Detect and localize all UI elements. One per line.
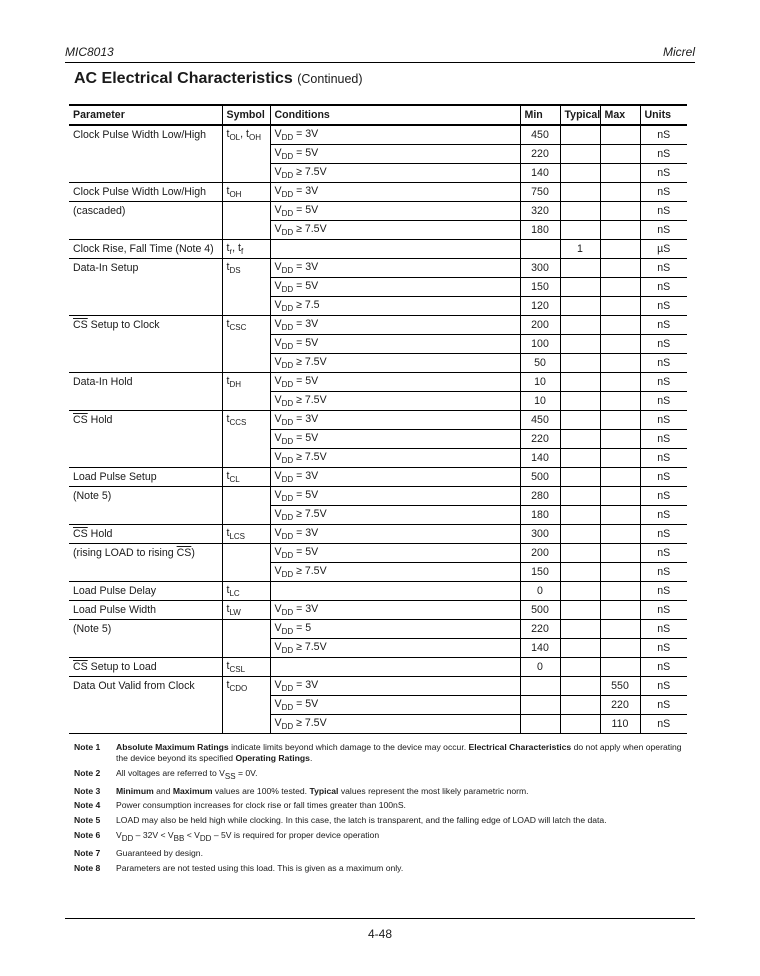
cell-symbol: [222, 164, 270, 183]
cell-typical: [560, 164, 600, 183]
notes-section: [74, 742, 694, 877]
table-row: [69, 297, 687, 316]
cell-parameter: (cascaded): [69, 202, 222, 221]
cell-conditions: $V_{DD} \ge 7.5V$: [270, 449, 520, 468]
cell-conditions: $V_{DD} \ge 7.5V$: [270, 392, 520, 411]
cell-parameter: Load Pulse Setup: [69, 468, 222, 487]
cell-units: nS: [640, 449, 687, 468]
cell-units: nS: [640, 506, 687, 525]
table-body: [69, 125, 687, 734]
cell-conditions: $V_{DD} = 3V$: [270, 677, 520, 696]
cell-symbol: [222, 620, 270, 639]
cell-typical: [560, 487, 600, 506]
cell-min: [520, 677, 560, 696]
cell-units: nS: [640, 125, 687, 145]
cell-symbol: $t_{DS}$: [222, 259, 270, 278]
page-number: 4-48: [367, 927, 393, 941]
note-label: Note 4: [74, 800, 101, 811]
col-header-max: Max: [600, 105, 640, 125]
cell-typical: [560, 468, 600, 487]
cell-units: µS: [640, 240, 687, 259]
cell-units: nS: [640, 297, 687, 316]
cell-symbol: $t_{LCS}$: [222, 525, 270, 544]
cell-parameter: [69, 164, 222, 183]
note-text: LOAD may also be held high while clocking. In this case, the latch is transparent, and the falling edge of LOAD will latch the data.: [116, 815, 607, 826]
col-header-symbol: Symbol: [222, 105, 270, 125]
table-row: [69, 715, 687, 734]
table-row: [69, 373, 687, 392]
cell-units: nS: [640, 620, 687, 639]
cell-parameter: [69, 639, 222, 658]
cell-max: [600, 525, 640, 544]
cell-max: [600, 297, 640, 316]
cell-max: [600, 411, 640, 430]
cell-conditions: $V_{DD} = 5V$: [270, 696, 520, 715]
cell-typical: [560, 259, 600, 278]
cell-symbol: $t_{OH}$: [222, 183, 270, 202]
cell-units: nS: [640, 658, 687, 677]
cell-parameter: Clock Pulse Width Low/High: [73, 129, 207, 142]
cell-units: nS: [640, 582, 687, 601]
cell-symbol: $t_{OL}$, $t_{OH}$: [222, 125, 270, 145]
cell-typical: [560, 506, 600, 525]
cell-conditions: $V_{DD} = 3V$: [270, 125, 520, 145]
cell-typical: [560, 221, 600, 240]
cell-min: 0: [520, 582, 560, 601]
cell-conditions: $V_{DD} = 3V$: [270, 259, 520, 278]
cell-typical: [560, 677, 600, 696]
cell-conditions: $V_{DD} = 5V$: [270, 278, 520, 297]
cell-max: [600, 639, 640, 658]
note-item: [74, 800, 694, 811]
cell-conditions: $V_{DD} = 5V$: [270, 335, 520, 354]
cell-min: 150: [520, 278, 560, 297]
cell-conditions: $V_{DD} \ge 7.5V$: [270, 354, 520, 373]
note-item: [74, 863, 694, 874]
cell-parameter: $\overline{CS}$ Setup to Clock: [69, 316, 222, 335]
cell-parameter: Clock Pulse Width Low/High: [69, 183, 222, 202]
cell-typical: [560, 297, 600, 316]
table-row: [69, 335, 687, 354]
cell-typical: [560, 525, 600, 544]
cell-conditions: $V_{DD} \ge 7.5V$: [270, 715, 520, 734]
cell-max: [600, 582, 640, 601]
table-row: [69, 468, 687, 487]
cell-typical: [560, 411, 600, 430]
cell-symbol: [222, 335, 270, 354]
section-title-continued: (Continued): [297, 72, 363, 86]
col-header-typical: Typical: [560, 105, 600, 125]
cell-max: 550: [600, 677, 640, 696]
table-row: [69, 620, 687, 639]
cell-parameter: [69, 297, 222, 316]
cell-symbol: [222, 715, 270, 734]
cell-max: 110: [600, 715, 640, 734]
note-label: Note 2: [74, 767, 101, 778]
header-company: Micrel: [663, 45, 695, 59]
cell-max: 220: [600, 696, 640, 715]
cell-parameter: [69, 145, 222, 164]
cell-typical: [560, 183, 600, 202]
table-row: [69, 506, 687, 525]
table-row: [69, 677, 687, 696]
section-title: [74, 70, 363, 88]
cell-max: [600, 658, 640, 677]
note-label: Note 5: [74, 815, 101, 826]
cell-min: 500: [520, 468, 560, 487]
cell-symbol: [222, 354, 270, 373]
cell-conditions: $V_{DD} = 5V$: [270, 544, 520, 563]
cell-symbol: $t_{CSL}$: [222, 658, 270, 677]
cell-typical: [560, 658, 600, 677]
cell-min: 500: [520, 601, 560, 620]
cell-units: nS: [640, 392, 687, 411]
note-label: Note 1: [74, 742, 101, 752]
table-row: [69, 525, 687, 544]
cell-symbol: $t_{LW}$: [222, 601, 270, 620]
cell-parameter: $\overline{CS}$ Setup to Load: [69, 658, 222, 677]
table-header-row: [69, 105, 687, 125]
cell-max: [600, 316, 640, 335]
cell-min: 220: [520, 145, 560, 164]
cell-max: [600, 620, 640, 639]
cell-min: 300: [520, 525, 560, 544]
table-row: [69, 278, 687, 297]
cell-parameter: [69, 506, 222, 525]
table-row: [69, 696, 687, 715]
cell-symbol: [222, 297, 270, 316]
cell-typical: [560, 125, 600, 145]
cell-units: nS: [640, 316, 687, 335]
cell-typical: [560, 430, 600, 449]
cell-units: nS: [640, 373, 687, 392]
cell-min: 200: [520, 544, 560, 563]
cell-units: nS: [640, 696, 687, 715]
cell-parameter: Data Out Valid from Clock: [69, 677, 222, 696]
cell-symbol: [222, 544, 270, 563]
cell-min: 280: [520, 487, 560, 506]
cell-min: 180: [520, 506, 560, 525]
cell-parameter: [69, 221, 222, 240]
cell-symbol: $t_{CDO}$: [222, 677, 270, 696]
note-text: All voltages are referred to $V_{SS} = 0V$.: [116, 767, 258, 781]
cell-symbol: [222, 392, 270, 411]
cell-units: nS: [640, 411, 687, 430]
cell-min: 0: [520, 658, 560, 677]
table-row: [69, 658, 687, 677]
cell-units: nS: [640, 430, 687, 449]
table-row: [69, 449, 687, 468]
cell-symbol: [222, 278, 270, 297]
cell-max: [600, 240, 640, 259]
cell-min: 50: [520, 354, 560, 373]
cell-symbol: $t_r$, $t_f$: [222, 240, 270, 259]
cell-symbol: [222, 430, 270, 449]
cell-typical: [560, 373, 600, 392]
cell-symbol: [222, 563, 270, 582]
cell-parameter: [69, 430, 222, 449]
cell-min: 120: [520, 297, 560, 316]
cell-parameter: (rising LOAD to rising $\overline{CS}$): [69, 544, 222, 563]
table-row: [69, 183, 687, 202]
cell-min: 140: [520, 449, 560, 468]
note-text: Absolute Maximum Ratings indicate limits beyond which damage to the device may occur. Electrical Characteristics do not apply when operating the device beyond its specified Operating Ratings.: [116, 742, 682, 763]
cell-conditions: $V_{DD} = 3V$: [270, 411, 520, 430]
cell-min: 320: [520, 202, 560, 221]
note-text: Minimum and Maximum values are 100% tested. Typical values represent the most likely parametric norm.: [116, 785, 529, 796]
cell-symbol: [222, 221, 270, 240]
cell-conditions: $V_{DD} \ge 7.5$: [270, 297, 520, 316]
section-title-main: AC Electrical Characteristics: [74, 70, 293, 87]
cell-conditions: $V_{DD} = 3V$: [270, 316, 520, 335]
table-row: [69, 221, 687, 240]
cell-units: nS: [640, 468, 687, 487]
cell-max: [600, 183, 640, 202]
cell-parameter: [69, 354, 222, 373]
cell-typical: [560, 639, 600, 658]
table-row: [69, 601, 687, 620]
cell-min: 140: [520, 164, 560, 183]
cell-parameter: Data-In Hold: [69, 373, 222, 392]
note-item: [74, 786, 694, 797]
cell-max: [600, 449, 640, 468]
table-row: [69, 411, 687, 430]
cell-symbol: [222, 202, 270, 221]
table-row: [69, 259, 687, 278]
cell-max: [600, 145, 640, 164]
cell-min: 10: [520, 392, 560, 411]
cell-units: nS: [640, 677, 687, 696]
cell-max: [600, 335, 640, 354]
footer-rule: [65, 918, 695, 919]
cell-units: nS: [640, 259, 687, 278]
cell-min: 300: [520, 259, 560, 278]
cell-max: [600, 259, 640, 278]
cell-parameter: [69, 278, 222, 297]
note-label: Note 3: [74, 785, 101, 796]
cell-symbol: [222, 449, 270, 468]
note-label: Note 6: [74, 829, 101, 840]
cell-conditions: $V_{DD} = 3V$: [270, 183, 520, 202]
cell-min: [520, 715, 560, 734]
cell-conditions: $V_{DD} = 5V$: [270, 145, 520, 164]
note-item: [74, 742, 694, 764]
cell-typical: [560, 544, 600, 563]
cell-units: nS: [640, 639, 687, 658]
cell-conditions: $V_{DD} \ge 7.5V$: [270, 164, 520, 183]
cell-parameter: [69, 449, 222, 468]
cell-units: nS: [640, 563, 687, 582]
cell-conditions: $V_{DD} = 5V$: [270, 487, 520, 506]
cell-conditions: $V_{DD} \ge 7.5V$: [270, 506, 520, 525]
cell-units: nS: [640, 601, 687, 620]
note-item: [74, 830, 694, 844]
col-header-min: Min: [520, 105, 560, 125]
table-row: [69, 145, 687, 164]
cell-conditions: $V_{DD} = 3V$: [270, 601, 520, 620]
cell-min: [520, 696, 560, 715]
note-item: [74, 848, 694, 859]
cell-conditions: [270, 240, 520, 259]
table-row: [69, 563, 687, 582]
cell-max: [600, 221, 640, 240]
cell-max: [600, 563, 640, 582]
cell-symbol: [222, 696, 270, 715]
cell-conditions: $V_{DD} \ge 7.5V$: [270, 639, 520, 658]
cell-symbol: [222, 487, 270, 506]
cell-symbol: $t_{LC}$: [222, 582, 270, 601]
cell-min: 180: [520, 221, 560, 240]
cell-max: [600, 544, 640, 563]
note-label: Note 7: [74, 847, 101, 858]
ac-characteristics-table: [69, 104, 687, 734]
note-label: Note 8: [74, 862, 101, 873]
cell-typical: [560, 449, 600, 468]
cell-parameter: [69, 563, 222, 582]
cell-min: 450: [520, 411, 560, 430]
cell-parameter: [69, 335, 222, 354]
cell-max: [600, 202, 640, 221]
col-header-parameter: Parameter: [69, 105, 222, 125]
cell-units: nS: [640, 145, 687, 164]
cell-typical: [560, 620, 600, 639]
cell-units: nS: [640, 278, 687, 297]
cell-max: [600, 392, 640, 411]
note-text: Parameters are not tested using this load. This is given as a maximum only.: [116, 862, 404, 873]
cell-parameter: $\overline{CS}$ Hold: [69, 411, 222, 430]
cell-min: 750: [520, 183, 560, 202]
cell-parameter: [69, 715, 222, 734]
table-row: [69, 544, 687, 563]
cell-parameter: [69, 696, 222, 715]
cell-typical: [560, 563, 600, 582]
header-rule: [65, 62, 695, 63]
cell-units: nS: [640, 487, 687, 506]
note-text: $V_{DD} - 32V < V_{BB} < V_{DD} - 5V$ is required for proper device operation: [116, 829, 380, 843]
table-row: [69, 487, 687, 506]
cell-typical: [560, 316, 600, 335]
cell-max: [600, 506, 640, 525]
cell-conditions: $V_{DD} = 5V$: [270, 373, 520, 392]
table-row: [69, 354, 687, 373]
cell-units: nS: [640, 183, 687, 202]
cell-min: 220: [520, 620, 560, 639]
cell-max: [600, 373, 640, 392]
table-row: [69, 430, 687, 449]
cell-conditions: $V_{DD} = 3V$: [270, 468, 520, 487]
cell-min: 450: [520, 125, 560, 145]
cell-parameter: (Note 5): [69, 487, 222, 506]
cell-symbol: [222, 506, 270, 525]
cell-conditions: $V_{DD} = 3V$: [270, 525, 520, 544]
col-header-conditions: Conditions: [270, 105, 520, 125]
cell-symbol: $t_{DH}$: [222, 373, 270, 392]
cell-units: nS: [640, 544, 687, 563]
cell-max: [600, 278, 640, 297]
cell-conditions: $V_{DD} \ge 7.5V$: [270, 563, 520, 582]
header-part-number: MIC8013: [65, 45, 114, 59]
cell-typical: [560, 601, 600, 620]
table-row: [69, 639, 687, 658]
cell-min: 140: [520, 639, 560, 658]
cell-symbol: $t_{CCS}$: [222, 411, 270, 430]
cell-conditions: [270, 582, 520, 601]
table-row: [69, 125, 687, 145]
cell-conditions: $V_{DD} = 5$: [270, 620, 520, 639]
cell-conditions: [270, 658, 520, 677]
cell-conditions: $V_{DD} \ge 7.5V$: [270, 221, 520, 240]
cell-symbol: $t_{CL}$: [222, 468, 270, 487]
cell-typical: [560, 335, 600, 354]
cell-min: [520, 240, 560, 259]
cell-typical: [560, 696, 600, 715]
cell-typical: [560, 354, 600, 373]
cell-symbol: [222, 639, 270, 658]
cell-symbol: [222, 145, 270, 164]
cell-max: [600, 601, 640, 620]
cell-units: nS: [640, 354, 687, 373]
cell-parameter: Load Pulse Delay: [69, 582, 222, 601]
cell-max: [600, 430, 640, 449]
cell-typical: 1: [560, 240, 600, 259]
cell-typical: [560, 582, 600, 601]
cell-min: 10: [520, 373, 560, 392]
cell-units: nS: [640, 221, 687, 240]
cell-max: [600, 468, 640, 487]
cell-parameter: Data-In Setup: [69, 259, 222, 278]
table-row: [69, 202, 687, 221]
cell-units: nS: [640, 202, 687, 221]
cell-parameter: Load Pulse Width: [69, 601, 222, 620]
cell-parameter: (Note 5): [69, 620, 222, 639]
table-row: [69, 240, 687, 259]
cell-parameter: Clock Rise, Fall Time (Note 4): [69, 240, 222, 259]
cell-typical: [560, 715, 600, 734]
note-item: [74, 815, 694, 826]
cell-typical: [560, 145, 600, 164]
cell-units: nS: [640, 335, 687, 354]
note-text: Power consumption increases for clock rise or fall times greater than 100nS.: [116, 800, 406, 811]
cell-typical: [560, 392, 600, 411]
table-row: [69, 582, 687, 601]
cell-parameter: [69, 392, 222, 411]
cell-units: nS: [640, 164, 687, 183]
cell-conditions: $V_{DD} = 5V$: [270, 430, 520, 449]
table-row: [69, 164, 687, 183]
table-row: [69, 392, 687, 411]
cell-units: nS: [640, 715, 687, 734]
cell-max: [600, 125, 640, 145]
col-header-units: Units: [640, 105, 687, 125]
cell-typical: [560, 202, 600, 221]
cell-conditions: $V_{DD} = 5V$: [270, 202, 520, 221]
cell-units: nS: [640, 525, 687, 544]
cell-min: 200: [520, 316, 560, 335]
cell-min: 220: [520, 430, 560, 449]
cell-symbol: $t_{CSC}$: [222, 316, 270, 335]
table-row: [69, 316, 687, 335]
note-item: [74, 768, 694, 782]
cell-min: 150: [520, 563, 560, 582]
cell-max: [600, 164, 640, 183]
cell-parameter: $\overline{CS}$ Hold: [69, 525, 222, 544]
cell-min: 100: [520, 335, 560, 354]
cell-max: [600, 487, 640, 506]
note-text: Guaranteed by design.: [116, 847, 203, 858]
cell-typical: [560, 278, 600, 297]
cell-max: [600, 354, 640, 373]
